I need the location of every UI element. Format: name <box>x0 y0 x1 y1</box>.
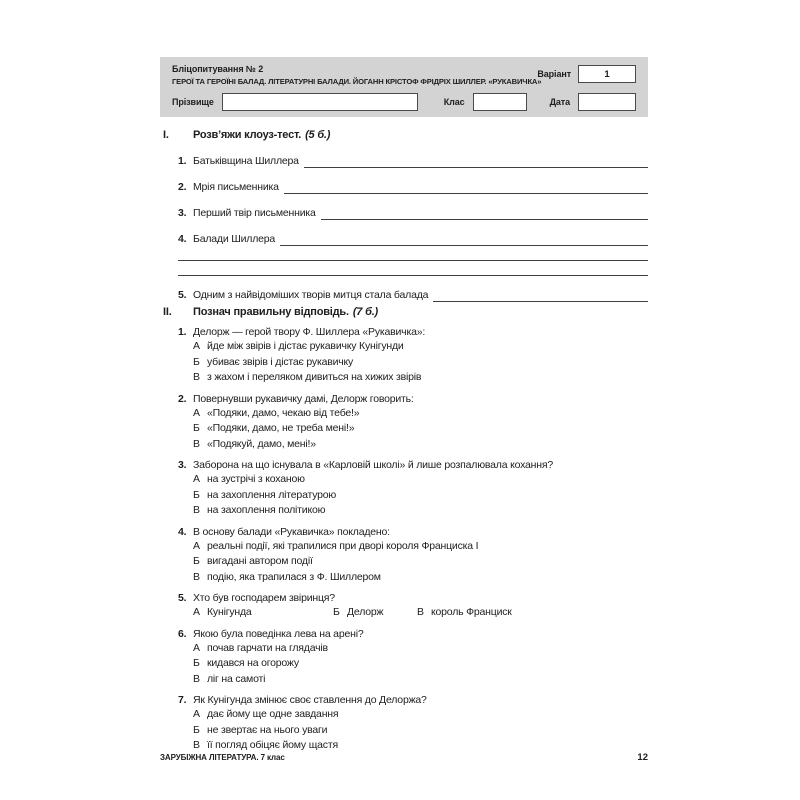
answer-blank-line <box>280 245 648 246</box>
option-letter: Б <box>193 555 200 567</box>
answer-option <box>160 570 648 586</box>
question-number: 7. <box>178 694 187 706</box>
option-text: дає йому ще одне завдання <box>207 708 339 720</box>
cloze-item <box>160 220 648 246</box>
section1-title: Розв’яжи клоуз-тест. <box>193 129 302 141</box>
option-text: «Подяки, дамо, чекаю від тебе!» <box>207 406 360 419</box>
answer-option <box>160 421 648 437</box>
option-text: «Подякуй, дамо, мені!» <box>207 437 316 450</box>
worksheet-header <box>160 57 648 117</box>
option-letter: В <box>193 437 200 450</box>
answer-blank-line <box>321 219 648 220</box>
question-text: Хто був господарем звіринця? <box>193 592 335 604</box>
cloze-item <box>160 276 648 302</box>
question <box>160 693 648 754</box>
option-text: «Подяки, дамо, не треба мені!» <box>207 422 355 434</box>
question-head <box>160 458 648 472</box>
option-text: на захоплення літературою <box>207 488 337 501</box>
answer-option <box>160 641 648 657</box>
option-text: вигадані автором події <box>207 555 313 567</box>
answer-blank-line <box>178 261 648 276</box>
answer-option <box>160 707 648 723</box>
option-letter: Б <box>193 657 200 669</box>
option-letter: В <box>193 371 200 383</box>
cloze-item-text: Перший твір письменника <box>193 207 316 219</box>
header-titles <box>172 64 542 87</box>
answer-option <box>160 488 648 504</box>
option-text: убиває звірів і дістає рукавичку <box>207 355 354 368</box>
answer-option <box>160 672 648 688</box>
answer-option <box>193 605 333 621</box>
question-text: Заборона на що існувала в «Карловій школі» й лише розпалювала кохання? <box>193 459 553 471</box>
option-text: йде між звірів і дістає рукавичку Кунігунди <box>207 340 404 352</box>
question-text: Повернувши рукавичку дамі, Делорж говорить: <box>193 392 414 405</box>
option-letter: Б <box>193 355 200 368</box>
answer-blank-line <box>284 193 648 194</box>
option-letter: А <box>193 708 200 720</box>
option-text: на зустрічі з коханою <box>207 473 305 485</box>
option-text: на захоплення політикою <box>207 504 326 516</box>
cloze-item-text: Балади Шиллера <box>193 233 276 245</box>
answer-blank-line <box>304 167 648 168</box>
option-letter: В <box>193 672 200 685</box>
answer-option <box>160 370 648 386</box>
question-number: 5. <box>178 592 187 604</box>
question-text: Як Кунігунда змінює своє ставлення до Делоржа? <box>193 694 427 706</box>
answer-blank-line <box>178 246 648 261</box>
option-text: з жахом і переляком дивиться на хижих звірів <box>207 371 422 383</box>
answer-option <box>333 605 417 621</box>
question <box>160 591 648 621</box>
date-label: Дата <box>549 97 570 107</box>
cloze-item-number: 3. <box>178 207 187 219</box>
option-text: Кунігунда <box>207 606 252 618</box>
surname-label: Прізвище <box>172 97 214 107</box>
footer-subject-label: ЗАРУБІЖНА ЛІТЕРАТУРА. 7 клас <box>160 753 285 762</box>
option-text: не звертає на нього уваги <box>207 723 328 736</box>
option-text: реальні події, які трапилися при дворі короля Франциска І <box>207 539 479 552</box>
variant-label: Варіант <box>537 69 571 79</box>
variant-group <box>537 65 636 83</box>
option-letter: В <box>193 739 200 751</box>
cloze-item-number: 4. <box>178 233 187 245</box>
answer-blank-line <box>433 301 648 302</box>
question-number: 1. <box>178 326 187 338</box>
section2-numeral: II. <box>163 306 172 318</box>
answer-option <box>160 554 648 570</box>
question <box>160 458 648 519</box>
section1-points: (5 б.) <box>305 129 331 141</box>
question-text: Делорж — герой твору Ф. Шиллера «Рукавичка»: <box>193 326 426 338</box>
option-text: кидався на огорожу <box>207 657 299 669</box>
answer-option <box>417 605 512 621</box>
class-field <box>473 93 527 111</box>
cloze-item <box>160 168 648 194</box>
option-letter: В <box>193 570 200 583</box>
question <box>160 392 648 453</box>
header-top-row <box>172 64 636 87</box>
answer-option <box>160 406 648 422</box>
option-text: її погляд обіцяє йому щастя <box>207 739 338 751</box>
section1-heading <box>160 129 648 142</box>
answer-option <box>160 437 648 453</box>
option-letter: А <box>193 539 200 552</box>
option-letter: Б <box>193 422 200 434</box>
question-text: Якою була поведінка лева на арені? <box>193 627 364 640</box>
option-text: подію, яка трапилася з Ф. Шиллером <box>207 570 381 583</box>
answer-option <box>160 723 648 739</box>
answer-option <box>160 472 648 488</box>
section2-heading <box>160 306 648 319</box>
option-text: король Франциск <box>431 606 512 618</box>
question-head <box>160 627 648 641</box>
surname-field <box>222 93 418 111</box>
option-letter: А <box>193 340 200 352</box>
question <box>160 627 648 688</box>
question-head <box>160 591 648 605</box>
option-letter: Б <box>193 723 200 736</box>
answer-option <box>160 503 648 519</box>
option-letter: В <box>417 606 424 618</box>
page-content <box>160 57 648 754</box>
question-number: 3. <box>178 459 187 471</box>
section2-title: Познач правильну відповідь. <box>193 306 349 318</box>
question <box>160 525 648 586</box>
option-text: Делорж <box>347 606 384 618</box>
page-footer <box>160 752 648 763</box>
cloze-item-number: 1. <box>178 155 187 167</box>
cloze-item-text: Мрія письменника <box>193 181 279 193</box>
question-head <box>160 525 648 539</box>
cloze-item <box>160 142 648 168</box>
question-number: 2. <box>178 392 187 405</box>
option-letter: А <box>193 641 200 654</box>
question <box>160 325 648 386</box>
cloze-item-text: Одним з найвідоміших творів митця стала балада <box>193 289 429 301</box>
answer-option <box>160 539 648 555</box>
option-letter: В <box>193 504 200 516</box>
question-text: В основу балади «Рукавичка» покладено: <box>193 525 390 538</box>
option-text: ліг на самоті <box>207 672 266 685</box>
class-label: Клас <box>443 97 465 107</box>
answer-options-row <box>160 605 648 621</box>
cloze-item-number: 2. <box>178 181 187 193</box>
answer-option <box>160 339 648 355</box>
answer-option <box>160 656 648 672</box>
option-letter: Б <box>333 606 340 618</box>
cloze-item-text: Батьківщина Шиллера <box>193 155 299 167</box>
header-fields-row <box>172 93 636 111</box>
cloze-item-number: 5. <box>178 289 187 301</box>
variant-value-box: 1 <box>578 65 636 83</box>
page-number: 12 <box>637 752 648 763</box>
topic-title: ГЕРОЇ ТА ГЕРОЇНІ БАЛАД. ЛІТЕРАТУРНІ БАЛАДИ. ЙОГАНН КРІСТОФ ФРІДРІХ ШИЛЛЕР. «РУКАВИЧКА» <box>172 77 542 86</box>
date-field <box>578 93 636 111</box>
answer-option <box>160 355 648 371</box>
section1-numeral: I. <box>163 129 169 141</box>
option-letter: А <box>193 406 200 419</box>
question-number: 4. <box>178 525 187 538</box>
cloze-item <box>160 194 648 220</box>
option-text: почав гарчати на глядачів <box>207 641 328 654</box>
question-head <box>160 693 648 707</box>
option-letter: А <box>193 606 200 618</box>
question-head <box>160 392 648 406</box>
question-head <box>160 325 648 339</box>
section2-points: (7 б.) <box>352 306 379 318</box>
option-letter: А <box>193 473 200 485</box>
question-number: 6. <box>178 627 187 640</box>
option-letter: Б <box>193 488 200 501</box>
quiz-number-title: Бліцопитування № 2 <box>172 64 264 74</box>
